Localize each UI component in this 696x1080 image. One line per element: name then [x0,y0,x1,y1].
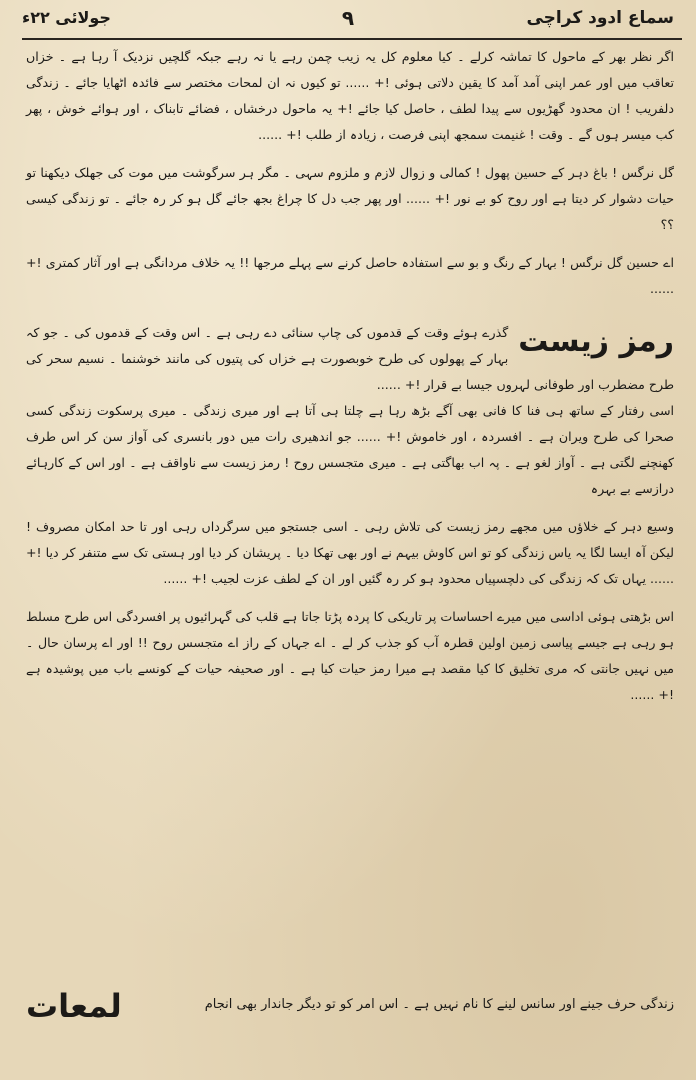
magazine-title: سماع ادود کراچی [526,8,674,28]
final-heading: لمعات [26,987,122,1025]
paragraph-3: اے حسین گل نرگس ! بہار کے رنگ و بو سے استفادہ حاصل کرنے سے پہلے مرجھا !! یہ خلاف مردانگی ہے اور آثار کمتری !+ ...... [26,255,674,296]
header-divider [22,38,682,40]
paragraph-1: اگر نظر بھر کے ماحول کا تماشہ کرلے ۔ کیا معلوم کل یہ زیب چمن رہے یا نہ رہے جبکہ گلچیں نزدیک آ رہا ہے ۔ خزاں تعاقب میں اور عمر اپنی آمد آمد کا یقین دلاتی ہوئی !+ ...... تو کیوں نہ ان لمحات مختصر سے فائدہ اٹھایا جائے ۔ زندگی دلفریب ! ان محدود گھڑیوں سے پیدا لطف ، حاصل کیا جائے !+ یہ ماحول درخشاں ، فضائے تابناک ، اور ہوائے خوش ، پھر کب میسر ہوں گے ۔ وقت ! غنیمت سمجھ اپنی فرصت ، زیادہ از طلب !+ ...... [26,49,674,142]
section-intro: گذرے ہوئے وقت کے قدموں کی چاپ سنائی دے رہی ہے ۔ اس وقت کے قدموں کی ۔ جو کہ بہار کے پھولوں کی طرح خوبصورت ہے خزاں کی پتیوں کی مانند خوشنما ۔ نسیم سحر کی طرح مضطرب اور طوفانی لہروں جیسا بے قرار !+ ...... [26,325,674,392]
issue-date: جولائی ۲۲ء [22,8,111,27]
final-text: زندگی حرف جینے اور سانس لینے کا نام نہیں ہے ۔ اس امر کو تو دیگر جاندار بھی انجام [204,997,674,1012]
section-heading: رمز زیست [518,324,674,359]
page-number: ۹ [341,6,355,30]
section-heading-line [26,320,674,398]
final-section [26,980,674,1032]
page-bottom-margin [0,1068,696,1080]
article-body [26,44,674,720]
section-paragraph-3: اس بڑھتی ہوئی اداسی میں میرے احساسات پر تاریکی کا پردہ پڑتا جاتا ہے قلب کی گہرائیوں پر افسردگی اس طرح مسلط ہو رہی ہے جیسے پیاسی زمین اولین قطرہ آب کو جذب کر لے ۔ اے جہاں کے راز اے متجسس روح !! اور اے پرسان حال ۔ میں نہیں جانتی کہ مری تخلیق کا کیا مقصد ہے میرا رمز حیات کیا ہے ۔ اور صحیفہ حیات کے کونسے باب میں پوشیدہ ہے !+ ...... [26,609,674,702]
section-paragraph-2: وسیع دہر کے خلاؤں میں مجھے رمز زیست کی تلاش رہی ۔ اسی جستجو میں سرگرداں رہی اور تا حد امکان مصروف ! لیکن آہ ایسا لگا یہ یاس زندگی کو تو اس کاوش بیہم نے اور بھی تھکا دیا ۔ پریشان کر دیا اور ہستی تک سے متنفر کر دیا !+ ...... یہاں تک کہ زندگی کی دلچسپیاں محدود ہو کر رہ گئیں اور ان کے لطف عزت لجیب !+ ...... [26,519,674,586]
paragraph-2: گل نرگس ! باغ دہر کے حسین پھول ! کمالی و زوال لازم و ملزوم سہی ۔ مگر ہر سرگوشت میں موت کی جھلک دیکھنا تو حیات دشوار کر دیتا ہے اور روح کو بے نور !+ ...... اور پھر جب دل کا چراغ بجھ جائے گل ہو کر رہ جائے ۔ تو زندگی کیسی ؟؟ [26,165,674,232]
page-header [14,6,682,36]
section-paragraph-1: اسی رفتار کے ساتھ ہی فنا کا فانی بھی آگے بڑھ رہا ہے چلتا ہی آتا ہے اور میری زندگی ۔ میری پرسکوت زندگی کسی صحرا کی طرح ویران ہے ۔ افسردہ ، اور خاموش !+ ...... جو اندھیری رات میں دور بانسری کی آواز سن کر اس طرف کھنچنے لگتی ہے ۔ آواز لغو ہے ۔ پہ اب بھاگتی ہے ۔ میری متجسس روح ! رمز زیست سے ناواقف ہے ۔ اور اس کے کارہائے درازسے بے بہرہ [26,403,674,496]
